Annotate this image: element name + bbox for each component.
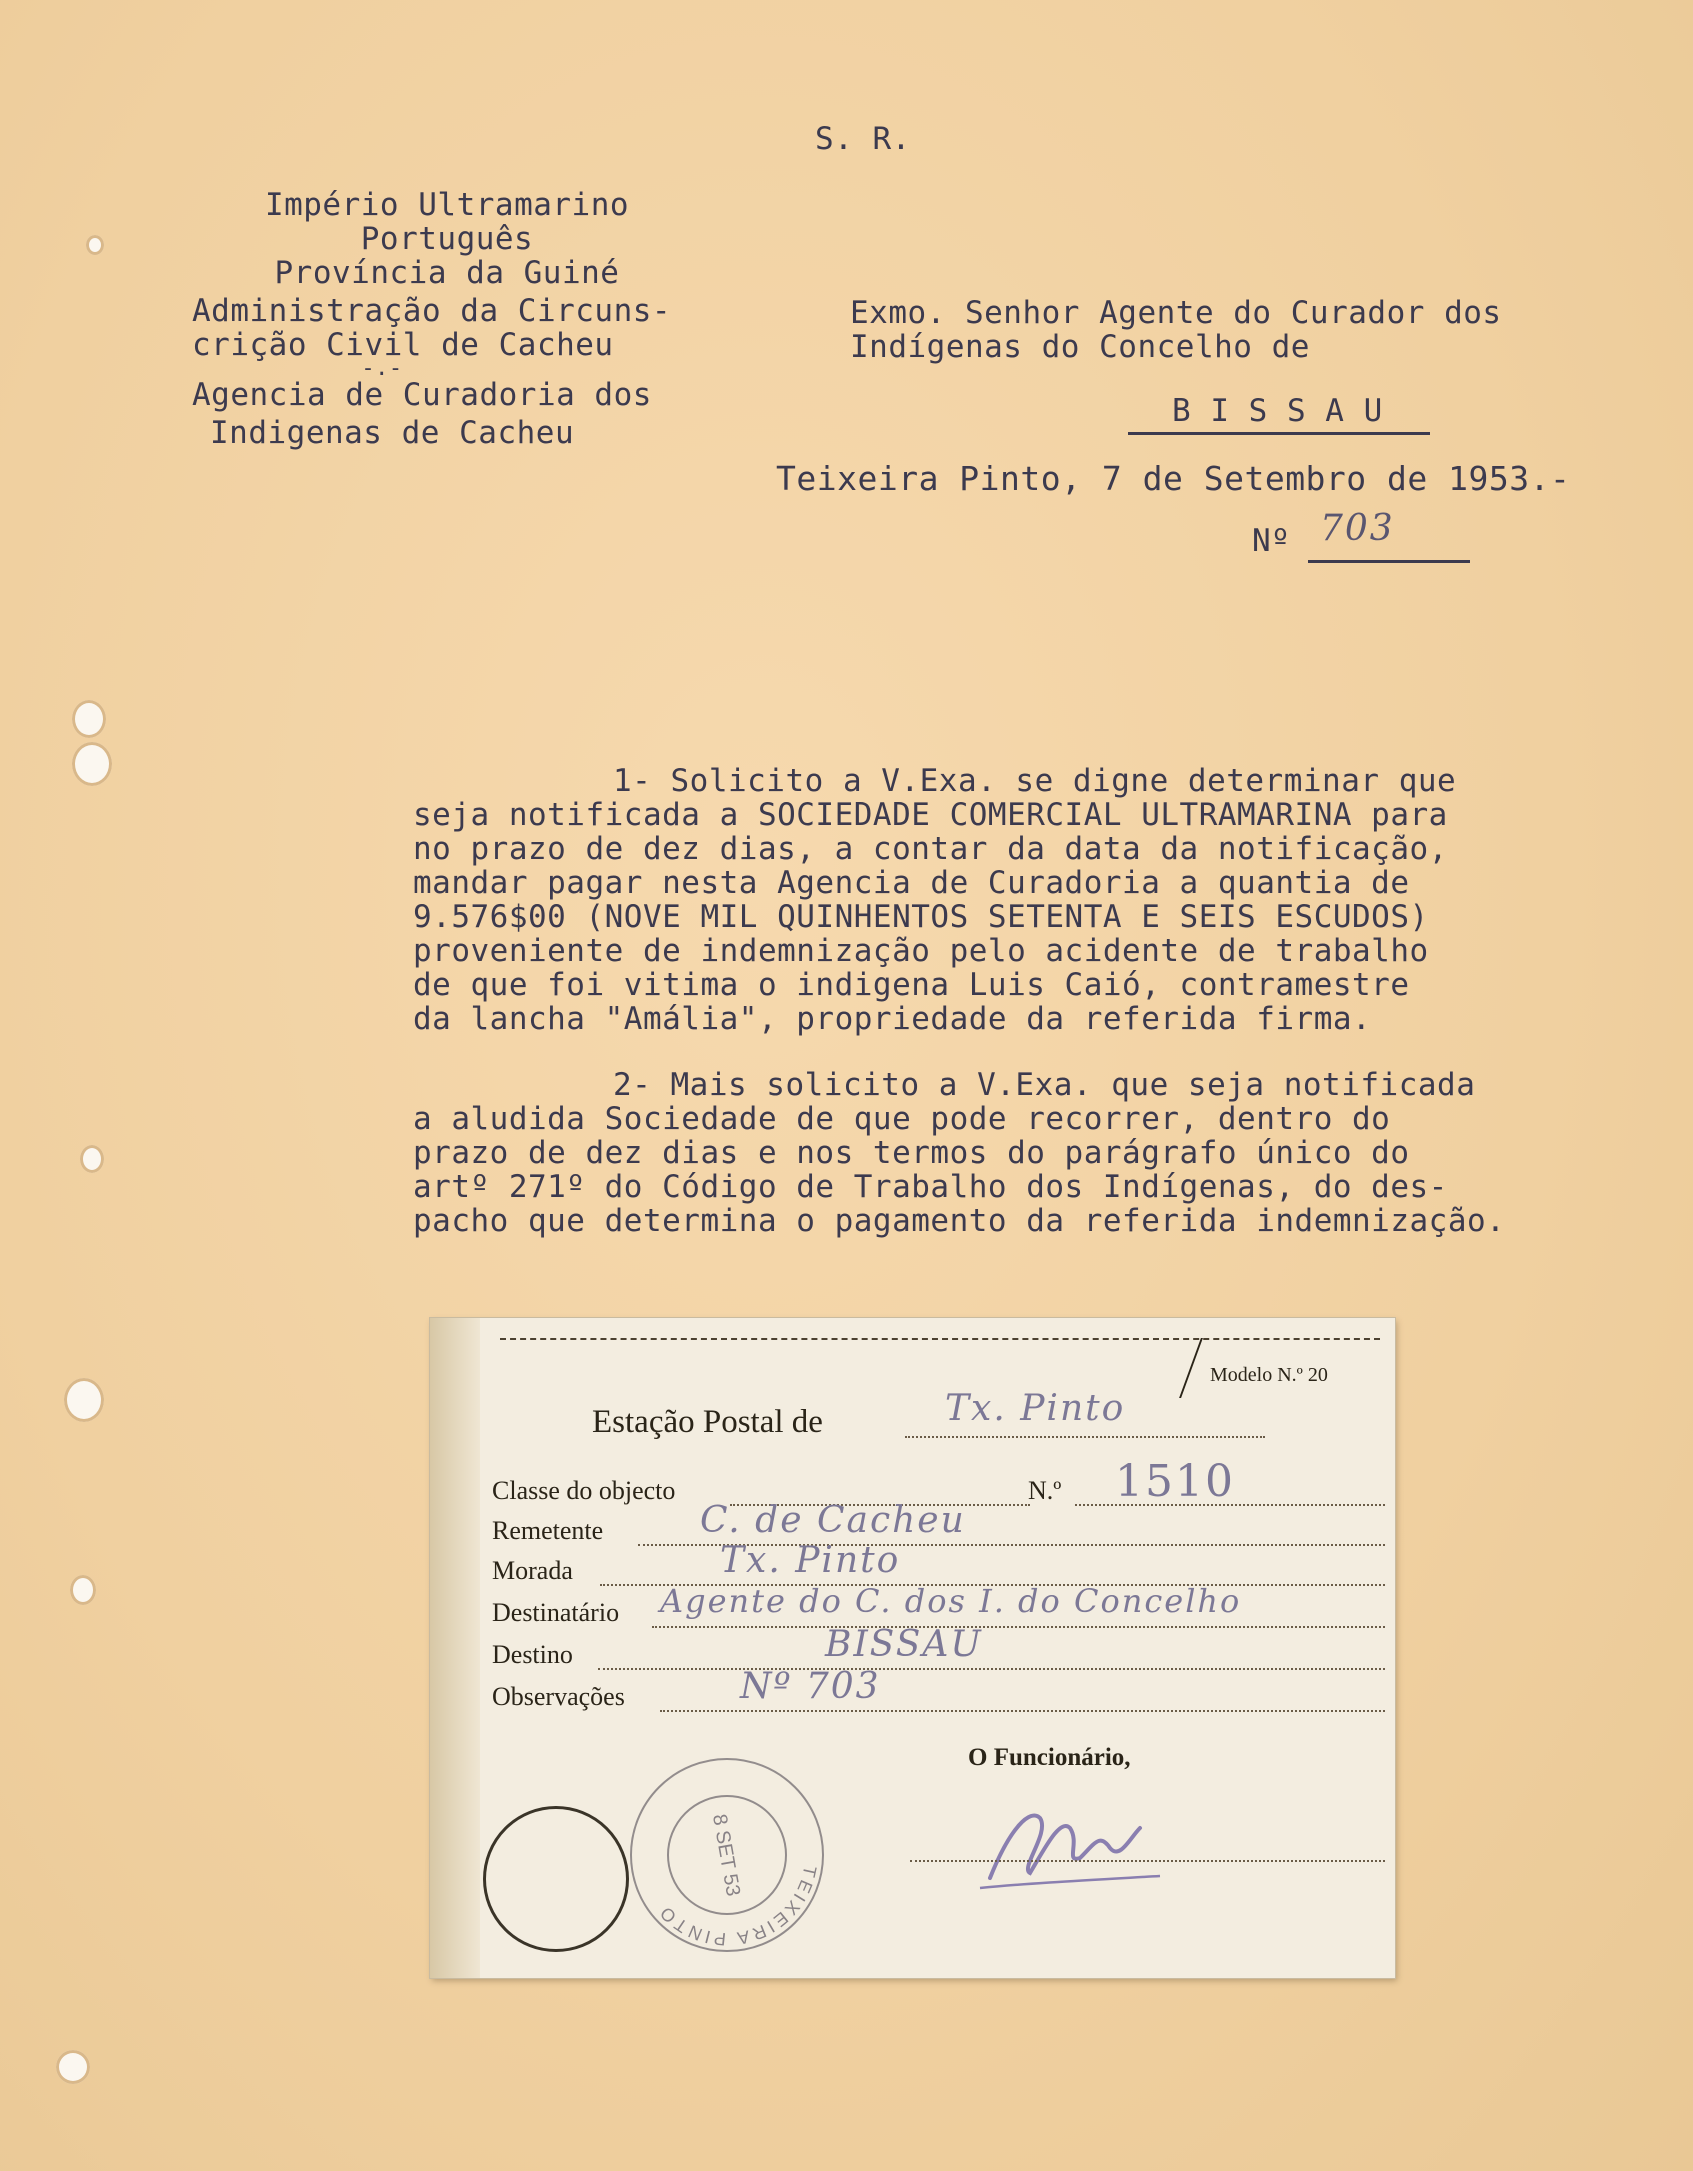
postal-station-value: Tx. Pinto: [945, 1388, 1126, 1429]
punch-hole: [80, 1145, 104, 1173]
object-number-value: 1510: [1115, 1456, 1235, 1507]
postmark-text-ring: [632, 1760, 822, 1950]
field-label-sender: Remetente: [492, 1516, 604, 1545]
field-line: [660, 1710, 1385, 1712]
addressee-line: Indígenas do Concelho de: [850, 329, 1310, 365]
date-line: Teixeira Pinto, 7 de Setembro de 1953.-: [776, 459, 1571, 498]
text-line: mandar pagar nesta Agencia de Curadoria a quantia de: [413, 865, 1410, 901]
postal-receipt: [430, 1318, 1395, 1978]
sender-line: Administração da Circuns-: [192, 293, 672, 329]
receipt-title: Estação Postal de: [592, 1404, 823, 1440]
blank-circle-stamp: [483, 1806, 629, 1952]
punch-hole: [72, 742, 112, 786]
model-number: Modelo N.º 20: [1210, 1364, 1328, 1386]
text-line: 1- Solicito a V.Exa. se digne determinar que: [613, 763, 1457, 799]
signature-line: [910, 1860, 1385, 1862]
field-label-address: Morada: [492, 1556, 573, 1585]
text-line: de que foi vitima o indigena Luis Caió, contramestre: [413, 967, 1410, 1003]
postmark-place: TEIXEIRA PINTO: [654, 1863, 821, 1950]
official-signature: [970, 1788, 1170, 1898]
field-line: [652, 1626, 1385, 1628]
sender-line: Província da Guiné: [274, 255, 620, 291]
field-label-class: Classe do objecto: [492, 1476, 676, 1505]
destination-value: BISSAU: [825, 1624, 983, 1665]
sender-value: C. de Cacheu: [700, 1500, 966, 1541]
title-dotted-line: [905, 1436, 1265, 1438]
field-label-observations: Observações: [492, 1682, 625, 1711]
paragraph-1: [413, 763, 1457, 1037]
address-value: Tx. Pinto: [720, 1540, 901, 1581]
sender-line: Agencia de Curadoria dos: [192, 377, 652, 413]
official-label: O Funcionário,: [968, 1744, 1131, 1771]
sender-line: Indigenas de Cacheu: [210, 415, 575, 451]
punch-hole: [72, 700, 106, 738]
text-line: artº 271º do Código de Trabalho dos Indígenas, do des-: [413, 1169, 1448, 1205]
text-line: a aludida Sociedade de que pode recorrer, dentro do: [413, 1101, 1391, 1137]
sender-line: Português: [360, 221, 534, 257]
receipt-perforation: [500, 1338, 1380, 1340]
field-label-recipient: Destinatário: [492, 1598, 620, 1627]
paragraph-2: [413, 1068, 1505, 1238]
punch-hole: [64, 1378, 104, 1422]
text-line: 9.576$00 (NOVE MIL QUINHENTOS SETENTA E SEIS ESCUDOS): [413, 899, 1429, 935]
punch-hole: [86, 235, 104, 255]
number-label: Nº: [1252, 523, 1291, 559]
sender-line: crição Civil de Cacheu: [192, 327, 614, 363]
field-label-number: N.º: [1028, 1476, 1062, 1505]
sender-block: [192, 188, 702, 450]
text-line: da lancha "Amália", propriedade da referida firma.: [413, 1001, 1372, 1037]
addressee-line: Exmo. Senhor Agente do Curador dos: [850, 295, 1502, 331]
text-line: pacho que determina o pagamento da referida indemnização.: [413, 1203, 1506, 1239]
text-line: prazo de dez dias e nos termos do parágrafo único do: [413, 1135, 1410, 1171]
number-value: 703: [1320, 508, 1395, 549]
text-line: 2- Mais solicito a V.Exa. que seja notificada: [613, 1067, 1476, 1103]
field-label-destination: Destino: [492, 1640, 573, 1669]
postmark-date: 8 SET 53: [707, 1812, 745, 1898]
postmark-stamp: [630, 1758, 824, 1952]
text-line: seja notificada a SOCIEDADE COMERCIAL ULTRAMARINA para: [413, 797, 1448, 833]
text-line: proveniente de indemnização pelo acidente de trabalho: [413, 933, 1429, 969]
sender-line: Império Ultramarino: [264, 187, 630, 223]
recipient-value: Agente do C. dos I. do Concelho: [660, 1582, 1242, 1620]
separator-mark: -.-: [361, 356, 403, 381]
number-underline: [1308, 560, 1470, 563]
destination-city: B I S S A U: [1172, 393, 1383, 429]
punch-hole: [56, 2050, 90, 2084]
sr-marking: S. R.: [815, 121, 911, 157]
observations-value: Nº 703: [740, 1666, 881, 1707]
text-line: no prazo de dez dias, a contar da data da notificação,: [413, 831, 1448, 867]
city-underline: [1128, 432, 1430, 435]
receipt-divider: [1179, 1338, 1203, 1398]
punch-hole: [70, 1575, 96, 1605]
field-line: [598, 1668, 1385, 1670]
